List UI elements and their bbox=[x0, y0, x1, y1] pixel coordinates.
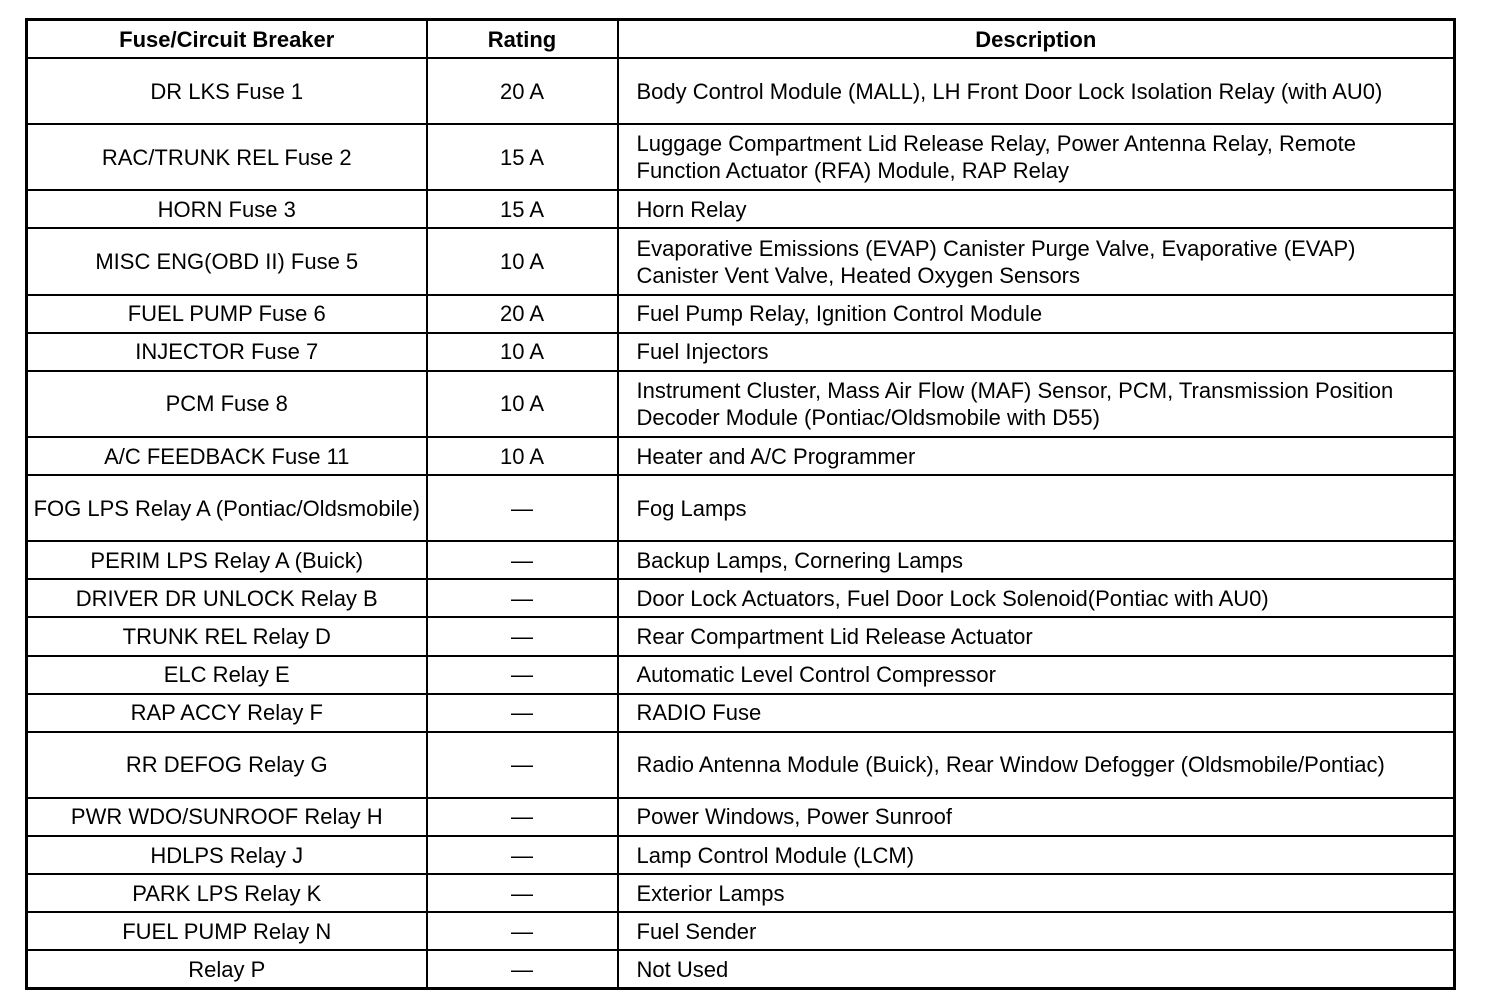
rating-cell: — bbox=[427, 579, 618, 617]
fuse-name-cell: TRUNK REL Relay D bbox=[27, 617, 427, 655]
fuse-name-cell: FUEL PUMP Fuse 6 bbox=[27, 295, 427, 333]
rating-cell: 10 A bbox=[427, 437, 618, 475]
description-cell: Fog Lamps bbox=[618, 475, 1455, 541]
table-row bbox=[27, 541, 1455, 579]
description-cell: Backup Lamps, Cornering Lamps bbox=[618, 541, 1455, 579]
fuse-name-cell: RAC/TRUNK REL Fuse 2 bbox=[27, 124, 427, 190]
table-row bbox=[27, 475, 1455, 541]
rating-cell: — bbox=[427, 732, 618, 798]
table-row bbox=[27, 228, 1455, 294]
header-rating: Rating bbox=[427, 20, 618, 59]
description-cell: Horn Relay bbox=[618, 190, 1455, 228]
table-row bbox=[27, 694, 1455, 732]
rating-cell: — bbox=[427, 912, 618, 950]
fuse-name-cell: FOG LPS Relay A (Pontiac/Oldsmobile) bbox=[27, 475, 427, 541]
fuse-name-cell: RAP ACCY Relay F bbox=[27, 694, 427, 732]
header-fuse-circuit-breaker: Fuse/Circuit Breaker bbox=[27, 20, 427, 59]
table-row bbox=[27, 333, 1455, 371]
rating-cell: — bbox=[427, 694, 618, 732]
fuse-name-cell: HDLPS Relay J bbox=[27, 836, 427, 874]
fuse-name-cell: A/C FEEDBACK Fuse 11 bbox=[27, 437, 427, 475]
rating-cell: — bbox=[427, 541, 618, 579]
table-row bbox=[27, 579, 1455, 617]
fuse-name-cell: MISC ENG(OBD II) Fuse 5 bbox=[27, 228, 427, 294]
description-cell: Instrument Cluster, Mass Air Flow (MAF) Sensor, PCM, Transmission Position Decoder Module (Pontiac/Oldsmobile with D55) bbox=[618, 371, 1455, 437]
fuse-name-cell: INJECTOR Fuse 7 bbox=[27, 333, 427, 371]
rating-cell: — bbox=[427, 617, 618, 655]
header-description: Description bbox=[618, 20, 1455, 59]
description-cell: Radio Antenna Module (Buick), Rear Window Defogger (Oldsmobile/Pontiac) bbox=[618, 732, 1455, 798]
fuse-name-cell: RR DEFOG Relay G bbox=[27, 732, 427, 798]
fuse-name-cell: HORN Fuse 3 bbox=[27, 190, 427, 228]
table-row bbox=[27, 874, 1455, 912]
fuse-name-cell: DR LKS Fuse 1 bbox=[27, 58, 427, 124]
description-cell: Fuel Pump Relay, Ignition Control Module bbox=[618, 295, 1455, 333]
description-cell: Fuel Sender bbox=[618, 912, 1455, 950]
table-row bbox=[27, 656, 1455, 694]
table-row bbox=[27, 912, 1455, 950]
description-cell: Door Lock Actuators, Fuel Door Lock Solenoid(Pontiac with AU0) bbox=[618, 579, 1455, 617]
rating-cell: 10 A bbox=[427, 333, 618, 371]
table-row bbox=[27, 295, 1455, 333]
table-row bbox=[27, 617, 1455, 655]
rating-cell: — bbox=[427, 798, 618, 836]
rating-cell: 15 A bbox=[427, 124, 618, 190]
description-cell: Lamp Control Module (LCM) bbox=[618, 836, 1455, 874]
description-cell: RADIO Fuse bbox=[618, 694, 1455, 732]
table-row bbox=[27, 371, 1455, 437]
rating-cell: 10 A bbox=[427, 228, 618, 294]
fuse-name-cell: ELC Relay E bbox=[27, 656, 427, 694]
fuse-name-cell: PERIM LPS Relay A (Buick) bbox=[27, 541, 427, 579]
table-row bbox=[27, 732, 1455, 798]
rating-cell: 15 A bbox=[427, 190, 618, 228]
description-cell: Evaporative Emissions (EVAP) Canister Purge Valve, Evaporative (EVAP) Canister Vent Valve, Heated Oxygen Sensors bbox=[618, 228, 1455, 294]
table-row bbox=[27, 124, 1455, 190]
fuse-name-cell: Relay P bbox=[27, 950, 427, 988]
table-row bbox=[27, 798, 1455, 836]
rating-cell: — bbox=[427, 836, 618, 874]
description-cell: Exterior Lamps bbox=[618, 874, 1455, 912]
description-cell: Power Windows, Power Sunroof bbox=[618, 798, 1455, 836]
rating-cell: — bbox=[427, 874, 618, 912]
fuse-name-cell: DRIVER DR UNLOCK Relay B bbox=[27, 579, 427, 617]
description-cell: Body Control Module (MALL), LH Front Door Lock Isolation Relay (with AU0) bbox=[618, 58, 1455, 124]
table-row bbox=[27, 950, 1455, 988]
table-row bbox=[27, 437, 1455, 475]
fuse-relay-table bbox=[25, 18, 1456, 990]
table-header-row bbox=[27, 20, 1455, 59]
fuse-name-cell: PWR WDO/SUNROOF Relay H bbox=[27, 798, 427, 836]
rating-cell: 20 A bbox=[427, 58, 618, 124]
description-cell: Not Used bbox=[618, 950, 1455, 988]
table-row bbox=[27, 836, 1455, 874]
rating-cell: — bbox=[427, 475, 618, 541]
table-row bbox=[27, 58, 1455, 124]
description-cell: Automatic Level Control Compressor bbox=[618, 656, 1455, 694]
description-cell: Luggage Compartment Lid Release Relay, Power Antenna Relay, Remote Function Actuator (RFA) Module, RAP Relay bbox=[618, 124, 1455, 190]
fuse-name-cell: PCM Fuse 8 bbox=[27, 371, 427, 437]
description-cell: Fuel Injectors bbox=[618, 333, 1455, 371]
table-row bbox=[27, 190, 1455, 228]
description-cell: Heater and A/C Programmer bbox=[618, 437, 1455, 475]
rating-cell: — bbox=[427, 950, 618, 988]
rating-cell: — bbox=[427, 656, 618, 694]
rating-cell: 20 A bbox=[427, 295, 618, 333]
fuse-name-cell: PARK LPS Relay K bbox=[27, 874, 427, 912]
rating-cell: 10 A bbox=[427, 371, 618, 437]
fuse-name-cell: FUEL PUMP Relay N bbox=[27, 912, 427, 950]
description-cell: Rear Compartment Lid Release Actuator bbox=[618, 617, 1455, 655]
